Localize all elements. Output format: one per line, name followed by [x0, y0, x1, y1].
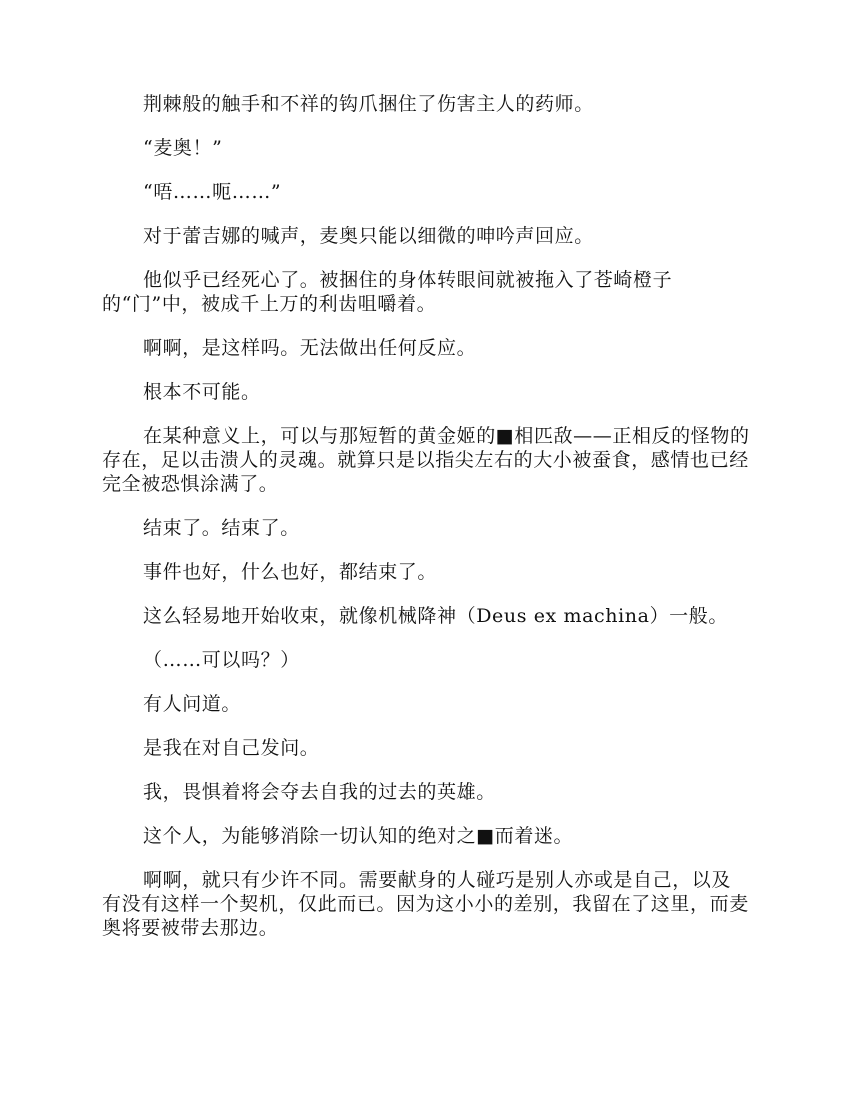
paragraph: 有人问道。 [143, 693, 242, 715]
document-page [102, 92, 750, 960]
paragraph: 对于蕾吉娜的喊声，麦奥只能以细微的呻吟声回应。 [143, 225, 594, 247]
paragraph: （……可以吗？） [143, 649, 300, 671]
paragraph: 在某种意义上，可以与那短暂的黄金姬的■相匹敌——正相反的怪物的存在，足以击溃人的灵魂。就算只是以指尖左右的大小被蚕食，感情也已经完全被恐惧涂满了。 [102, 425, 750, 495]
paragraph: 啊啊，是这样吗。无法做出任何反应。 [143, 337, 477, 359]
paragraph: 是我在对自己发问。 [143, 737, 320, 759]
paragraph: 根本不可能。 [143, 381, 261, 403]
paragraph: “麦奥！” [143, 137, 223, 159]
paragraph: 事件也好，什么也好，都结束了。 [143, 561, 438, 583]
paragraph: “唔……呃……” [143, 181, 282, 203]
paragraph: 他似乎已经死心了。被捆住的身体转眼间就被拖入了苍崎橙子的“门”中，被成千上万的利齿咀嚼着。 [102, 269, 673, 315]
paragraph: 结束了。结束了。 [143, 517, 300, 539]
paragraph: 这么轻易地开始收束，就像机械降神（Deus ex machina）一般。 [143, 605, 728, 627]
paragraph: 啊啊，就只有少许不同。需要献身的人碰巧是别人亦或是自己，以及有没有这样一个契机，仅此而已。因为这小小的差别，我留在了这里，而麦奥将要被带去那边。 [102, 869, 749, 939]
paragraph: 荆棘般的触手和不祥的钩爪捆住了伤害主人的药师。 [143, 93, 594, 115]
paragraph: 我，畏惧着将会夺去自我的过去的英雄。 [143, 781, 496, 803]
paragraph: 这个人，为能够消除一切认知的绝对之■而着迷。 [143, 825, 574, 847]
